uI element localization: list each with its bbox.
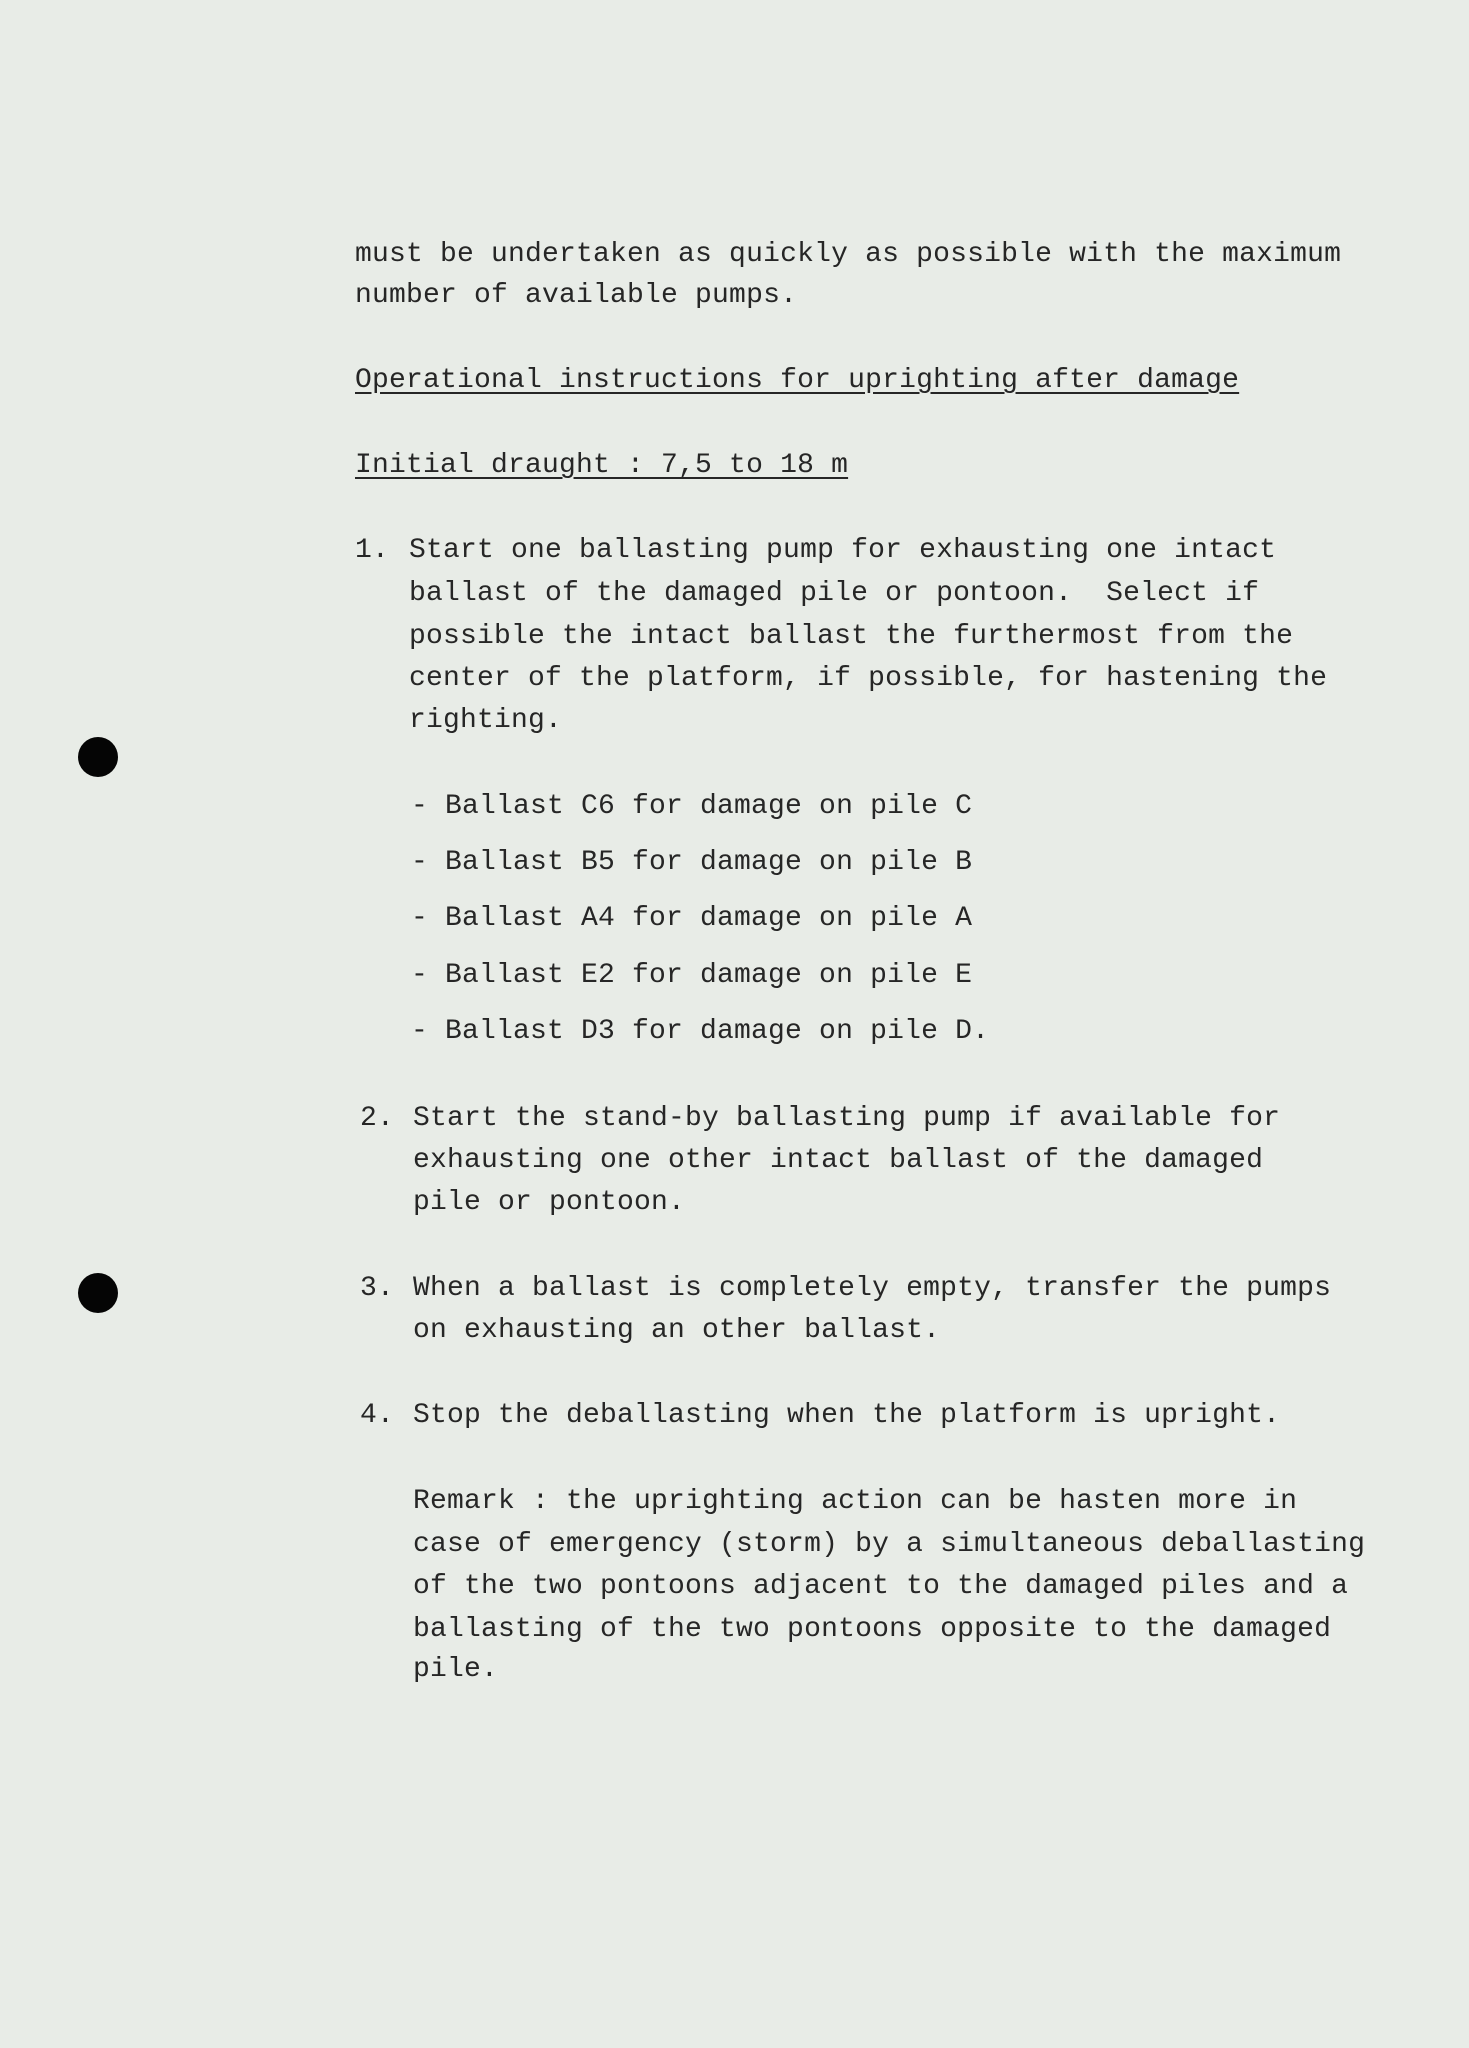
intro-line: number of available pumps. (355, 280, 798, 311)
item-2-line: Start the stand-by ballasting pump if available for (413, 1103, 1281, 1134)
punch-hole (78, 737, 118, 777)
ballast-dash: - (411, 847, 429, 878)
remark-line: of the two pontoons adjacent to the damaged piles and a (413, 1571, 1349, 1602)
item-3-line: on exhausting an other ballast. (413, 1315, 941, 1346)
item-2-line: exhausting one other intact ballast of the damaged (413, 1145, 1264, 1176)
ballast-dash: - (411, 1016, 429, 1047)
item-1-line: center of the platform, if possible, for hastening the (409, 663, 1328, 694)
remark-line: Remark : the uprighting action can be hasten more in (413, 1486, 1298, 1517)
ballast-dash: - (411, 791, 429, 822)
remark-line: ballasting of the two pontoons opposite to the damaged (413, 1614, 1332, 1645)
punch-hole (78, 1273, 118, 1313)
item-1-line: possible the intact ballast the furthermost from the (409, 621, 1294, 652)
ballast-item: Ballast B5 for damage on pile B (445, 847, 973, 878)
item-2-line: pile or pontoon. (413, 1187, 686, 1218)
item-number: 3. (360, 1273, 395, 1304)
item-4-line: Stop the deballasting when the platform is upright. (413, 1400, 1281, 1431)
item-3-line: When a ballast is completely empty, transfer the pumps (413, 1273, 1332, 1304)
item-1-line: righting. (409, 705, 563, 736)
ballast-dash: - (411, 960, 429, 991)
ballast-item: Ballast E2 for damage on pile E (445, 960, 973, 991)
item-number: 2. (360, 1103, 395, 1134)
initial-draught-heading: Initial draught : 7,5 to 18 m (355, 450, 849, 481)
item-number: 4. (360, 1400, 395, 1431)
ballast-item: Ballast D3 for damage on pile D. (445, 1016, 990, 1047)
ballast-item: Ballast C6 for damage on pile C (445, 791, 973, 822)
item-number: 1. (355, 535, 390, 566)
section-heading: Operational instructions for uprighting after damage (355, 365, 1240, 396)
ballast-dash: - (411, 903, 429, 934)
item-1-line: ballast of the damaged pile or pontoon. Select if (409, 578, 1260, 609)
intro-line: must be undertaken as quickly as possible with the maximum (355, 239, 1342, 270)
remark-line: case of emergency (storm) by a simultaneous deballasting (413, 1529, 1366, 1560)
remark-line: pile. (413, 1654, 499, 1685)
item-1-line: Start one ballasting pump for exhausting one intact (409, 535, 1277, 566)
ballast-item: Ballast A4 for damage on pile A (445, 903, 973, 934)
